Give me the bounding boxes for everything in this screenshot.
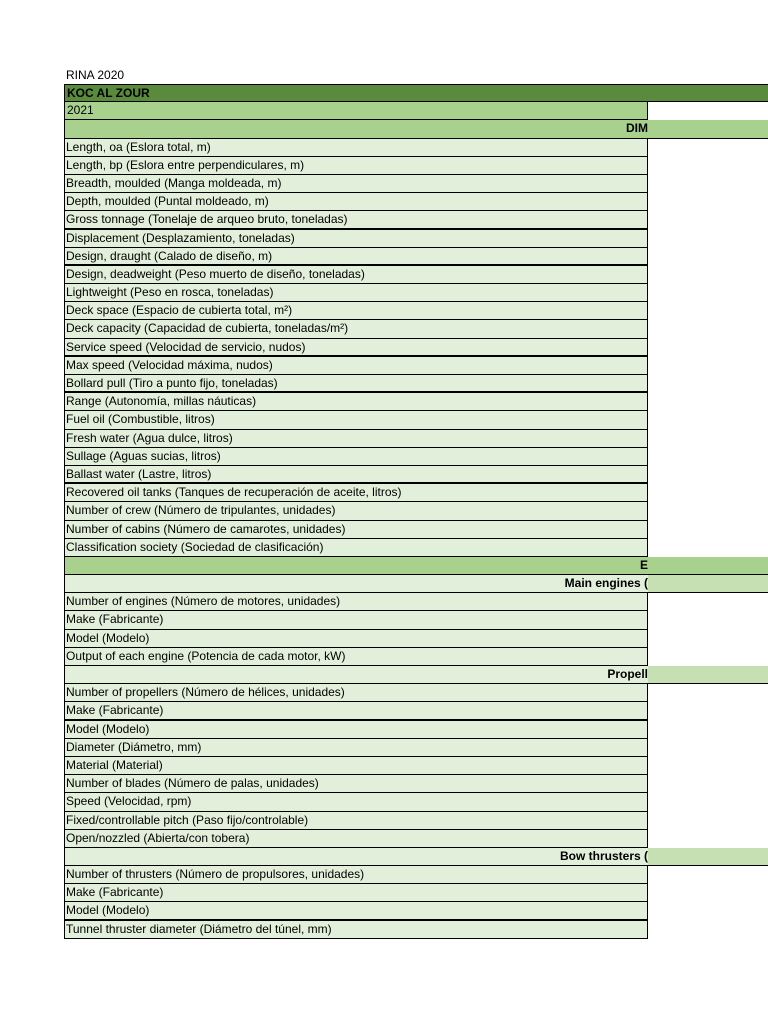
- table-row[interactable]: Fresh water (Agua dulce, litros): [64, 430, 648, 448]
- table-row[interactable]: Design, draught (Calado de diseño, m): [64, 248, 648, 266]
- table-row[interactable]: Length, bp (Eslora entre perpendiculares, m): [64, 157, 648, 175]
- table-row[interactable]: Deck space (Espacio de cubierta total, m²): [64, 302, 648, 320]
- section-bow-thrusters-label: Bow thrusters (: [559, 848, 648, 863]
- table-row[interactable]: Model (Modelo): [64, 902, 648, 920]
- table-row[interactable]: Design, deadweight (Peso muerto de diseño, toneladas): [64, 266, 648, 284]
- section-bow-thrusters[interactable]: [64, 848, 768, 866]
- table-row[interactable]: Output of each engine (Potencia de cada motor, kW): [64, 648, 648, 666]
- table-row[interactable]: Number of blades (Número de palas, unidades): [64, 775, 648, 793]
- table-row[interactable]: Number of thrusters (Número de propulsores, unidades): [64, 866, 648, 884]
- table-row[interactable]: Bollard pull (Tiro a punto fijo, toneladas): [64, 375, 648, 393]
- table-row[interactable]: Number of cabins (Número de camarotes, unidades): [64, 521, 648, 539]
- table-row[interactable]: Make (Fabricante): [64, 611, 648, 629]
- vessel-name-row[interactable]: KOC AL ZOUR: [64, 84, 768, 102]
- table-row[interactable]: Diameter (Diámetro, mm): [64, 739, 648, 757]
- main-engine-rows: [64, 593, 768, 666]
- sheet-caption: RINA 2020: [66, 68, 125, 82]
- table-row[interactable]: Depth, moulded (Puntal moldeado, m): [64, 193, 648, 211]
- propeller-rows: [64, 684, 768, 848]
- table-row[interactable]: Open/nozzled (Abierta/con tobera): [64, 830, 648, 848]
- table-row[interactable]: Model (Modelo): [64, 721, 648, 739]
- table-row[interactable]: Service speed (Velocidad de servicio, nudos): [64, 339, 648, 357]
- section-dimensions[interactable]: [64, 120, 768, 138]
- table-row[interactable]: Make (Fabricante): [64, 884, 648, 902]
- table-row[interactable]: Fuel oil (Combustible, litros): [64, 411, 648, 429]
- table-row[interactable]: Tunnel thruster diameter (Diámetro del túnel, mm): [64, 921, 648, 939]
- table-row[interactable]: Sullage (Aguas sucias, litros): [64, 448, 648, 466]
- table-row[interactable]: Material (Material): [64, 757, 648, 775]
- section-main-engines-label: Main engines (: [564, 576, 648, 591]
- table-row[interactable]: Recovered oil tanks (Tanques de recuperación de aceite, litros): [64, 484, 648, 502]
- section-propellers-label: Propell: [607, 667, 648, 681]
- dimensions-rows: [64, 139, 768, 557]
- section-equipment[interactable]: [64, 557, 768, 575]
- table-row[interactable]: Deck capacity (Capacidad de cubierta, toneladas/m²): [64, 320, 648, 338]
- year-row[interactable]: 2021: [64, 102, 648, 120]
- spec-sheet-table: [64, 84, 768, 939]
- bow-thruster-rows: [64, 866, 768, 939]
- table-row[interactable]: Classification society (Sociedad de clasificación): [64, 539, 648, 557]
- section-main-engines[interactable]: [64, 575, 768, 593]
- section-equipment-label: E: [639, 557, 648, 572]
- table-row[interactable]: Make (Fabricante): [64, 702, 648, 720]
- table-row[interactable]: Number of engines (Número de motores, unidades): [64, 593, 648, 611]
- table-row[interactable]: Length, oa (Eslora total, m): [64, 139, 648, 157]
- section-propellers[interactable]: [64, 666, 768, 684]
- table-row[interactable]: Max speed (Velocidad máxima, nudos): [64, 357, 648, 375]
- table-row[interactable]: Number of propellers (Número de hélices, unidades): [64, 684, 648, 702]
- table-row[interactable]: Speed (Velocidad, rpm): [64, 793, 648, 811]
- table-row[interactable]: Range (Autonomía, millas náuticas): [64, 393, 648, 411]
- table-row[interactable]: Gross tonnage (Tonelaje de arqueo bruto, toneladas): [64, 211, 648, 229]
- table-row[interactable]: Model (Modelo): [64, 630, 648, 648]
- table-row[interactable]: Lightweight (Peso en rosca, toneladas): [64, 284, 648, 302]
- table-row[interactable]: Fixed/controllable pitch (Paso fijo/controlable): [64, 812, 648, 830]
- table-row[interactable]: Displacement (Desplazamiento, toneladas): [64, 230, 648, 248]
- table-row[interactable]: Number of crew (Número de tripulantes, unidades): [64, 502, 648, 520]
- section-dimensions-label: DIM: [626, 121, 648, 136]
- table-row[interactable]: Ballast water (Lastre, litros): [64, 466, 648, 484]
- table-row[interactable]: Breadth, moulded (Manga moldeada, m): [64, 175, 648, 193]
